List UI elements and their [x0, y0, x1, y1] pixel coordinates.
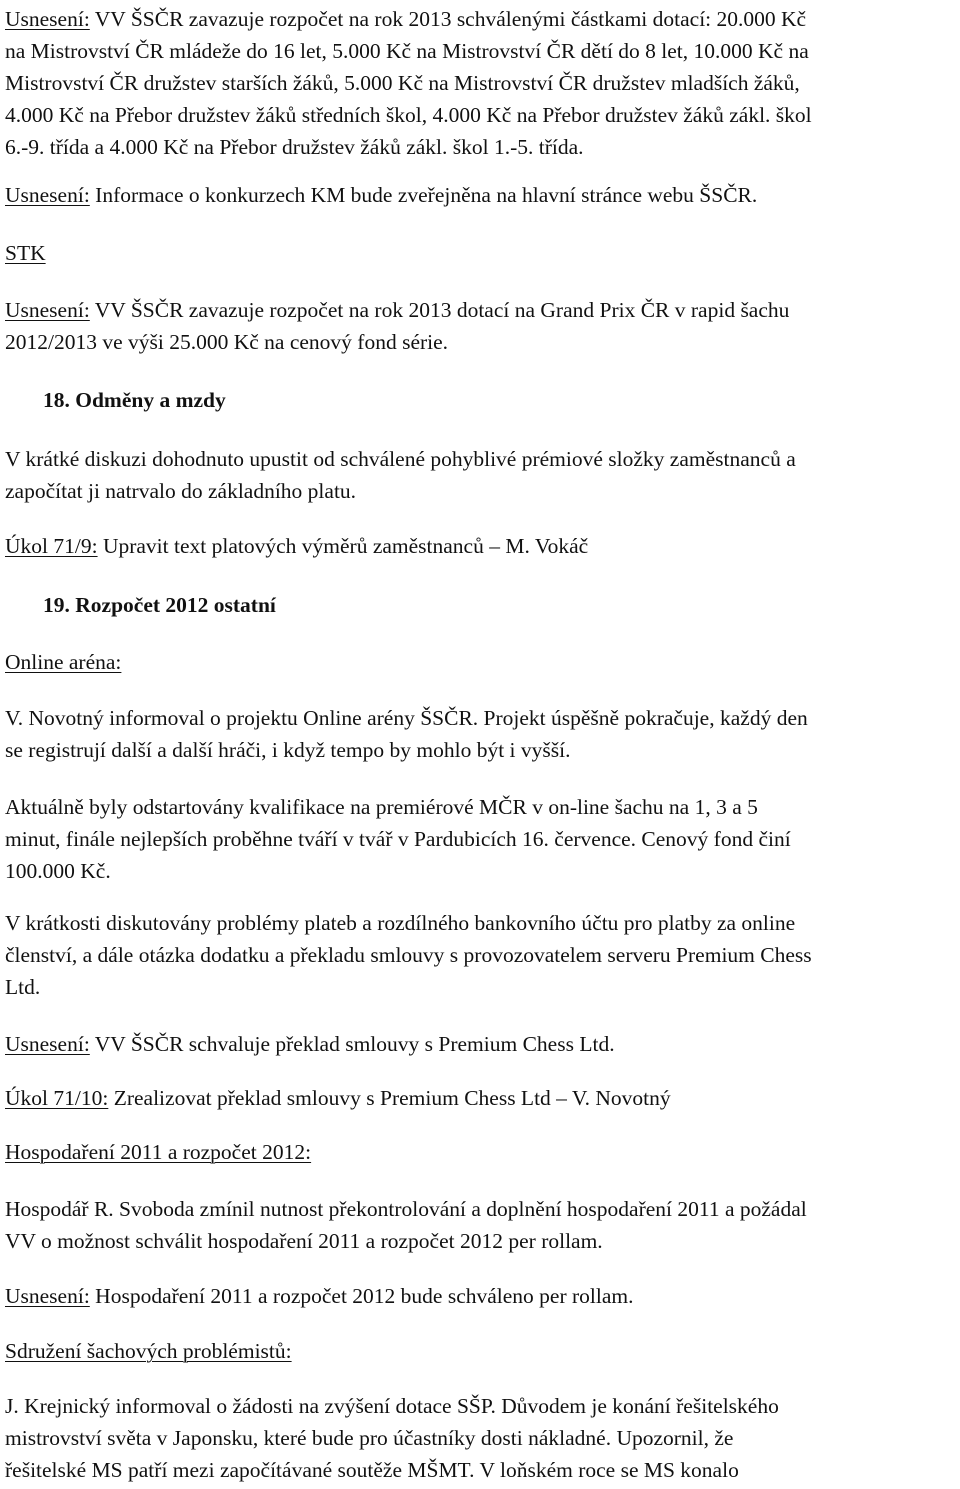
resolution-label: Usnesení: — [5, 298, 90, 322]
resolution-budget-2013-youth — [5, 3, 960, 163]
paragraph-ssp-grant — [5, 1390, 960, 1486]
resolution-premium-chess — [5, 1028, 960, 1060]
text-line: Ltd. — [5, 975, 41, 999]
text-line: členství, a dále otázka dodatku a překladu smlouvy s provozovatelem serveru Premium Chess — [5, 943, 812, 967]
paragraph-qualifications — [5, 791, 960, 887]
resolution-label: Usnesení: — [5, 1284, 90, 1308]
text-line: minut, finále nejlepších proběhne tváří v tvář v Pardubicích 16. července. Cenový fond činí — [5, 827, 791, 851]
text-line: V. Novotný informoval o projektu Online arény ŠSČR. Projekt úspěšně pokračuje, každý den — [5, 706, 808, 730]
text-line: se registrují další a další hráči, i když tempo by mohlo být i vyšší. — [5, 738, 571, 762]
text-line: 6.-9. třída a 4.000 Kč na Přebor družstev žáků zákl. škol 1.-5. třída. — [5, 135, 584, 159]
text-line: započítat ji natrvalo do základního platu. — [5, 479, 357, 503]
subsection-label: Hospodaření 2011 a rozpočet 2012: — [5, 1140, 312, 1164]
task-label: Úkol 71/9: — [5, 534, 98, 558]
heading-number: 18. — [43, 388, 70, 412]
text-line: Hospodář R. Svoboda zmínil nutnost překontrolování a doplnění hospodaření 2011 a požádal — [5, 1197, 807, 1221]
section-heading-19 — [43, 589, 960, 621]
text-line: VV ŠSČR zavazuje rozpočet na rok 2013 dotací na Grand Prix ČR v rapid šachu — [89, 298, 790, 322]
subsection-label: Sdružení šachových problémistů: — [5, 1339, 292, 1363]
resolution-label: Usnesení: — [5, 1032, 90, 1056]
section-heading-18 — [43, 384, 960, 416]
text-line: Mistrovství ČR družstev starších žáků, 5.000 Kč na Mistrovství ČR družstev mladších žáků, — [5, 71, 800, 95]
subsection-label-problemists — [5, 1335, 960, 1367]
heading-number: 19. — [43, 593, 70, 617]
text-line: Aktuálně byly odstartovány kvalifikace na premiérové MČR v on-line šachu na 1, 3 a 5 — [5, 795, 758, 819]
text-line: Hospodaření 2011 a rozpočet 2012 bude schváleno per rollam. — [89, 1284, 634, 1308]
text-line: na Mistrovství ČR mládeže do 16 let, 5.000 Kč na Mistrovství ČR dětí do 8 let, 10.000 Kč na — [5, 39, 809, 63]
text-line: V krátké diskuzi dohodnuto upustit od schválené pohyblivé prémiové složky zaměstnanců a — [5, 447, 796, 471]
paragraph-payment-problems — [5, 907, 960, 1003]
text-line: Zrealizovat překlad smlouvy s Premium Chess Ltd – V. Novotný — [108, 1086, 671, 1110]
text-line: řešitelské MS patří mezi započítávané soutěže MŠMT. V loňském roce se MS konalo — [5, 1458, 739, 1482]
text-line: 2012/2013 ve výši 25.000 Kč na cenový fond série. — [5, 330, 449, 354]
heading-title: Odměny a mzdy — [69, 388, 226, 412]
heading-title: Rozpočet 2012 ostatní — [69, 593, 276, 617]
subsection-label: Online aréna: — [5, 650, 122, 674]
paragraph-bonus-discussion — [5, 443, 960, 507]
subsection-label-online-arena — [5, 646, 960, 678]
text-line: Upravit text platových výměrů zaměstnanců – M. Vokáč — [97, 534, 589, 558]
resolution-grand-prix — [5, 294, 960, 358]
paragraph-treasurer — [5, 1193, 960, 1257]
resolution-per-rollam — [5, 1280, 960, 1312]
resolution-label: Usnesení: — [5, 7, 90, 31]
text-line: 100.000 Kč. — [5, 859, 111, 883]
paragraph-online-arena-project — [5, 702, 960, 766]
text-line: Informace o konkurzech KM bude zveřejněna na hlavní stránce webu ŠSČR. — [89, 183, 758, 207]
section-label: STK — [5, 241, 46, 265]
text-line: 4.000 Kč na Přebor družstev žáků středních škol, 4.000 Kč na Přebor družstev žáků zákl. škol — [5, 103, 812, 127]
text-line: VV ŠSČR schvaluje překlad smlouvy s Premium Chess Ltd. — [89, 1032, 615, 1056]
task-71-10 — [5, 1082, 960, 1114]
task-label: Úkol 71/10: — [5, 1086, 109, 1110]
text-line: mistrovství světa v Japonsku, které bude pro účastníky dosti nákladné. Upozornil, že — [5, 1426, 734, 1450]
text-line: VV o možnost schválit hospodaření 2011 a rozpočet 2012 per rollam. — [5, 1229, 603, 1253]
task-71-9 — [5, 530, 960, 562]
subsection-label-finance — [5, 1136, 960, 1168]
text-line: VV ŠSČR zavazuje rozpočet na rok 2013 schválenými částkami dotací: 20.000 Kč — [89, 7, 807, 31]
resolution-label: Usnesení: — [5, 183, 90, 207]
resolution-km-competitions — [5, 179, 960, 211]
text-line: V krátkosti diskutovány problémy plateb a rozdílného bankovního účtu pro platby za online — [5, 911, 796, 935]
section-label-stk — [5, 237, 960, 269]
text-line: J. Krejnický informoval o žádosti na zvýšení dotace SŠP. Důvodem je konání řešitelského — [5, 1394, 779, 1418]
